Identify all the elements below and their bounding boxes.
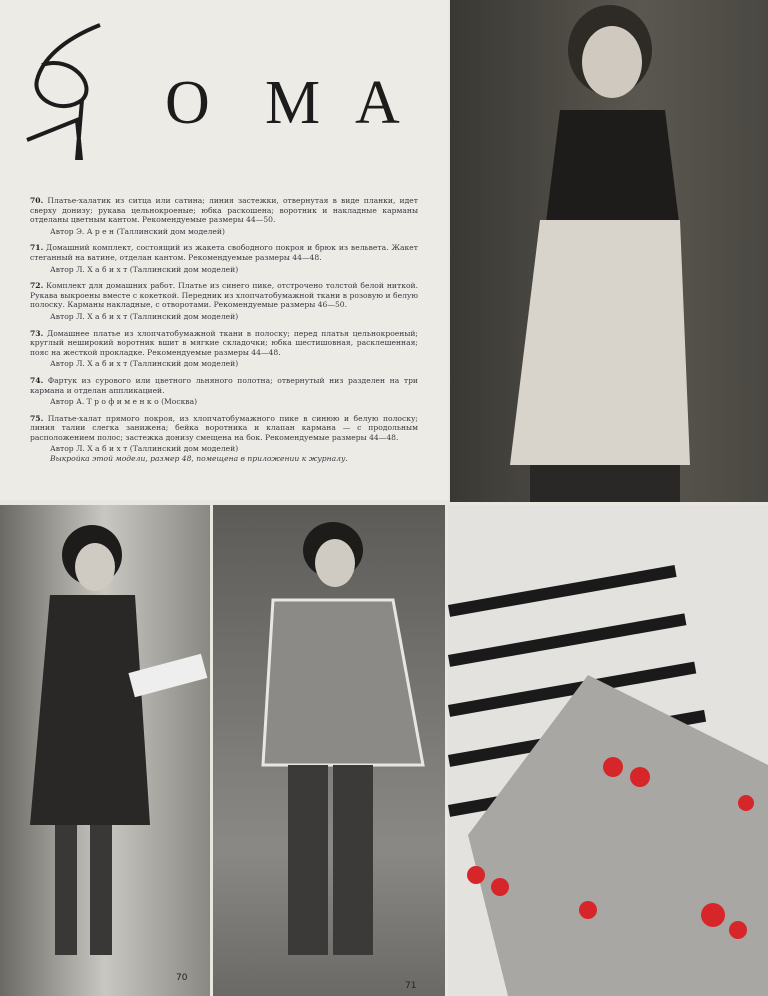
item-text: Платье-халатик из ситца или сатина; линия застежки, отвернутая в виде планки, идет сверху донизу; рукава цельнокроеные; юбка раскошена; воротник и накладные карманы отделаны цветным кантом. Рекомендуемые размеры 44—50. bbox=[30, 196, 418, 225]
item-number: 70. bbox=[30, 196, 44, 205]
page-number: 71 bbox=[405, 981, 417, 991]
item-74 bbox=[30, 376, 418, 407]
pattern-note: Выкройка этой модели, размер 48, помещена в приложении к журналу. bbox=[50, 454, 348, 464]
photo-figure bbox=[450, 0, 768, 502]
title-letter: А bbox=[355, 69, 400, 137]
title-letter: М bbox=[265, 69, 321, 137]
item-number: 72. bbox=[30, 281, 44, 291]
item-author: Автор Э. А р е н (Таллинский дом моделей) bbox=[50, 226, 225, 236]
photo-fabric-samples bbox=[448, 505, 768, 996]
item-author: Автор Л. Х а б и х т (Таллинский дом моделей) bbox=[50, 311, 239, 321]
title-initial-logo bbox=[22, 20, 112, 160]
item-number: 73. bbox=[30, 328, 44, 338]
item-70 bbox=[30, 196, 418, 236]
fabric-pattern bbox=[448, 505, 768, 996]
item-number: 71. bbox=[30, 243, 44, 253]
item-author: Автор Л. Х а б и х т (Таллинский дом моделей) bbox=[50, 264, 239, 274]
item-text: Платье-халат прямого покроя, из хлопчатобумажного пике в синюю и белую полоску; линия талии слегка занижена; бейка воротника и клапан кармана — с продольным расположением полос; застежка донизу смещена на бок. Рекомендуемые размеры 44—48. bbox=[30, 413, 418, 442]
item-text: Комплект для домашних работ. Платье из синего пике, отстрочено толстой белой ниткой. Рукава выкроены вместе с кокеткой. Передник из хлопчатобумажной ткани в розовую и белую полоску. Карманы накладные, с отворотами. Рекомендуемые размеры 46—50. bbox=[30, 281, 418, 310]
item-number: 74. bbox=[30, 375, 44, 385]
item-author: Автор А. Т р о ф и м е н к о (Москва) bbox=[50, 397, 198, 407]
page-number: 70 bbox=[176, 973, 188, 983]
item-author: Автор Л. Х а б и х т (Таллинский дом моделей) bbox=[50, 359, 239, 369]
item-text: Фартук из сурового или цветного льняного полотна; отвернутый низ разделен на три кармана и отделан аппликацией. bbox=[30, 375, 418, 395]
photo-figure bbox=[213, 505, 445, 996]
item-71 bbox=[30, 243, 418, 274]
item-text: Домашний комплект, состоящий из жакета свободного покроя и брюк из вельвета. Жакет стеганный на ватине, отделан кантом. Рекомендуемые размеры 44—48. bbox=[30, 243, 418, 262]
descriptions bbox=[30, 196, 418, 471]
photo-figure bbox=[0, 505, 210, 996]
item-72 bbox=[30, 281, 418, 321]
photo-woman-dress-reading bbox=[0, 505, 210, 996]
title-letter: О bbox=[165, 69, 210, 137]
item-author: Автор Л. Х а б и х т (Таллинский дом моделей) bbox=[50, 444, 239, 454]
photo-woman-quilted-jacket bbox=[213, 505, 445, 996]
item-text: Домашнее платье из хлопчатобумажной ткани в полоску; перед платья цельнокроеный; круглый неширокий воротник вшит в мягкие складочки; юбка шестишовная, расклешенная; пояс на жесткой прокладке. Рекомендуемые размеры 44—48. bbox=[30, 328, 418, 357]
item-number: 75. bbox=[30, 413, 44, 423]
item-73 bbox=[30, 329, 418, 369]
photo-woman-apron bbox=[450, 0, 768, 502]
item-75 bbox=[30, 414, 418, 464]
